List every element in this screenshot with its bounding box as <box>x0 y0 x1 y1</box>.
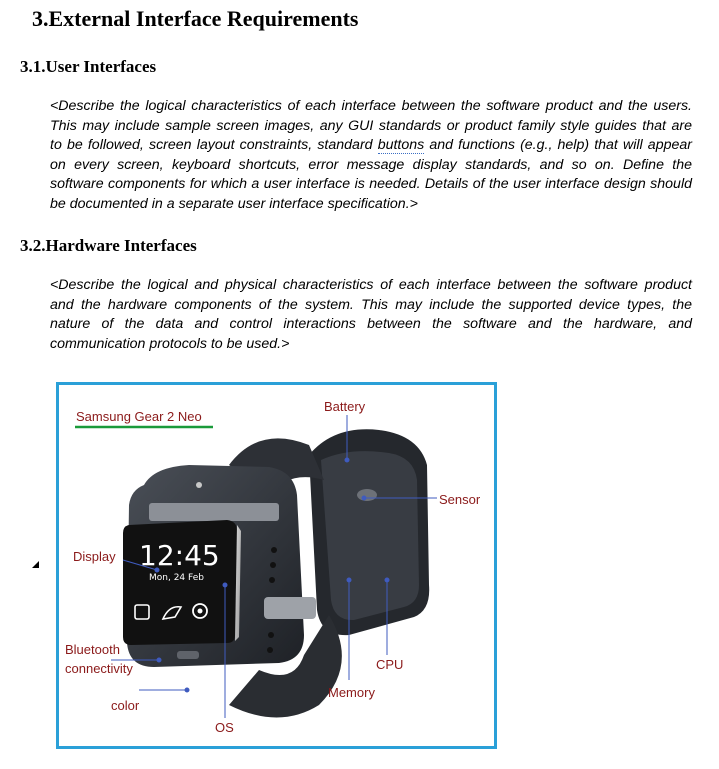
spellcheck-word: buttons <box>377 137 425 154</box>
paragraph-line <box>50 136 692 156</box>
color-dot <box>185 688 189 692</box>
memory-label: Memory <box>328 685 375 700</box>
os-label: OS <box>215 720 234 735</box>
paragraph-line: be documented in a separate user interface specification.> <box>50 195 418 212</box>
paragraph-line: and the hardware components of the system. This may include the supported device types, the <box>50 296 692 313</box>
memory-dot <box>347 578 351 582</box>
bluetooth-label-line2: connectivity <box>65 661 133 676</box>
paragraph-line: on every screen, keyboard shortcuts, error message display standards, and so on. Define the <box>50 156 692 173</box>
strap-clasp <box>264 597 316 619</box>
bezel-top <box>149 503 279 521</box>
hardware-interfaces-heading: 3.2.Hardware Interfaces <box>20 236 197 255</box>
strap-hole <box>270 562 276 568</box>
sensor-label: Sensor <box>439 492 481 507</box>
paragraph-line: nature of the data and control interactions between the software and the hardware, and <box>50 316 692 333</box>
display-label: Display <box>73 549 116 564</box>
color-label: color <box>111 698 140 713</box>
paragraph-text: to be followed, screen layout constraints, standard <box>50 137 378 154</box>
sensor-dot <box>362 496 366 500</box>
cpu-label: CPU <box>376 657 404 672</box>
smartwatch-illustration <box>59 385 494 746</box>
strap-hole <box>268 632 274 638</box>
battery-label: Battery <box>324 399 366 414</box>
watch-date: Mon, 24 Feb <box>149 573 204 583</box>
camera-lens <box>196 482 202 488</box>
user-interfaces-paragraph <box>50 97 692 215</box>
paragraph-line: <Describe the logical and physical characteristics of each interface between the software product <box>50 277 692 293</box>
strap-hole <box>271 547 277 553</box>
paragraph-text: and functions (e.g., help) that will appear <box>424 137 692 154</box>
bluetooth-dot <box>157 658 161 662</box>
bluetooth-label-line1: Bluetooth <box>65 642 120 657</box>
strap-hole <box>269 577 275 583</box>
paragraph-line: communication protocols to be used.> <box>50 335 290 352</box>
cpu-dot <box>385 578 389 582</box>
battery-dot <box>345 458 349 462</box>
figure-title: Samsung Gear 2 Neo <box>76 409 202 424</box>
paragraph-line: software components for which a user interface is needed. Details of the user interface design should <box>50 176 692 193</box>
os-dot <box>223 583 227 587</box>
user-interfaces-heading: 3.1.User Interfaces <box>20 57 157 76</box>
paragraph-line: This may include sample screen images, any GUI standards or product family style guides that are <box>50 117 692 134</box>
paragraph-line: <Describe the logical characteristics of each interface between the software product and the users. <box>50 98 692 114</box>
strap-hole <box>267 647 273 653</box>
object-anchor-icon[interactable] <box>32 561 39 568</box>
section-title: 3.External Interface Requirements <box>32 6 359 31</box>
smartwatch-figure[interactable] <box>56 382 497 749</box>
watch-time: 12:45 <box>139 539 220 572</box>
sensor-window <box>357 489 377 501</box>
hardware-interfaces-paragraph <box>50 276 692 354</box>
home-button <box>177 651 199 659</box>
back-watch-plate <box>321 451 419 620</box>
settings-icon-center <box>198 609 203 614</box>
